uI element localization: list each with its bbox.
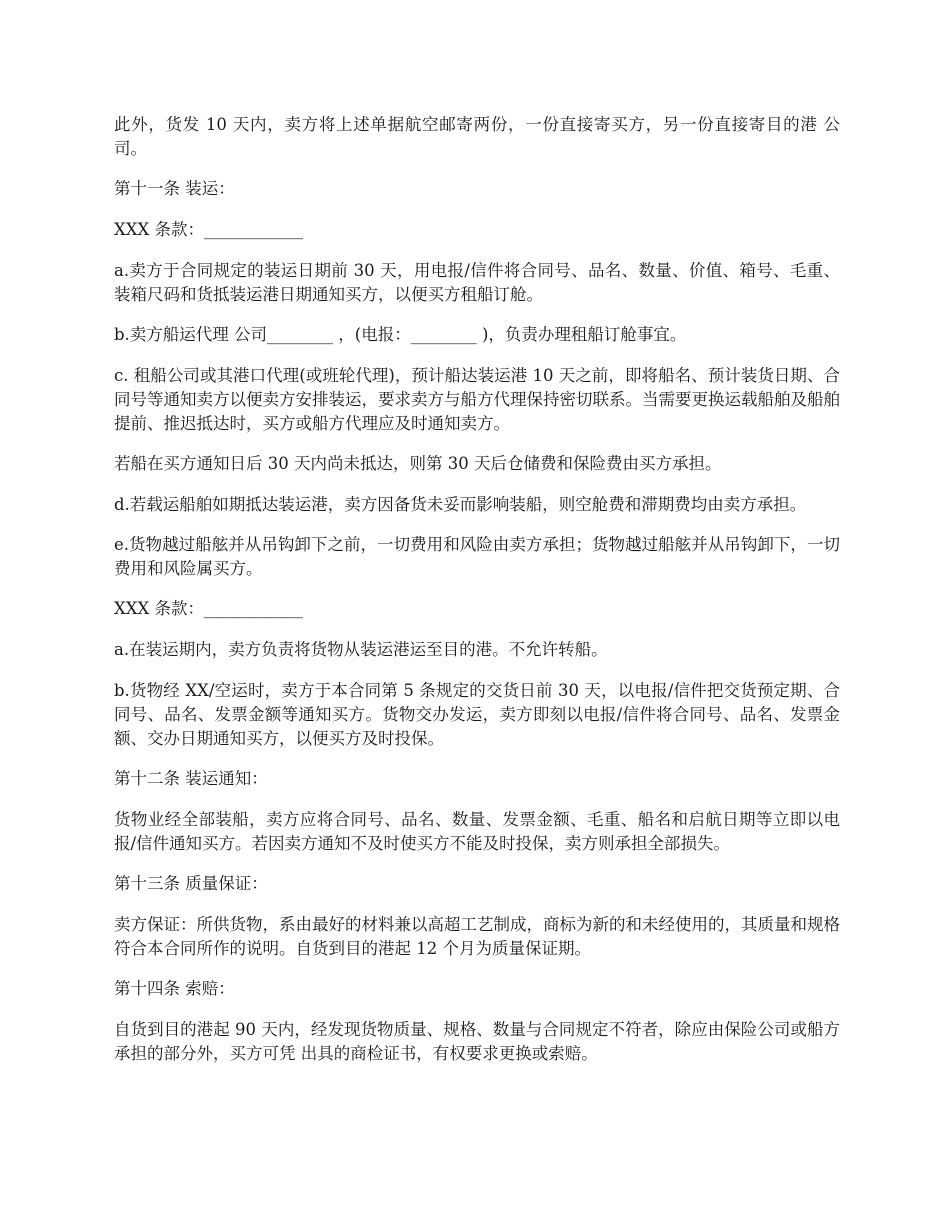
clause-xxx-terms-2: XXX 条款：____________ <box>114 599 303 618</box>
paragraph-mailing-documents: 此外，货发 10 天内，卖方将上述单据航空邮寄两份，一份直接寄买方，另一份直接寄目的港 公司。 <box>114 115 840 158</box>
heading-article-11-shipment: 第十一条 装运： <box>114 179 235 198</box>
heading-article-13-quality-guarantee: 第十三条 质量保证： <box>114 874 268 893</box>
paragraph-12-body: 货物业经全部装船，卖方应将合同号、品名、数量、发票金额、毛重、船名和启航日期等立即以电报/信件通知买方。若因卖方通知不及时使买方不能及时投保，卖方则承担全部损失。 <box>114 810 840 853</box>
heading-article-12-shipping-notice: 第十二条 装运通知： <box>114 769 268 788</box>
paragraph-11-a: a.卖方于合同规定的装运日期前 30 天，用电报/信件将合同号、品名、数量、价值、箱号、毛重、装箱尺码和货抵装运港日期通知买方，以便买方租船订舱。 <box>114 261 840 304</box>
paragraph-11-b: b.卖方船运代理 公司________ ，(电报：________ )，负责办理租船订舱事宜。 <box>114 325 687 344</box>
paragraph-11-c: c. 租船公司或其港口代理(或班轮代理)，预计船达装运港 10 天之前，即将船名、预计装货日期、合同号等通知卖方以便卖方安排装运，要求卖方与船方代理保持密切联系。当需要更换运载船舶及船舶提前、推迟抵达时，买方或船方代理应及时通知卖方。 <box>114 366 840 433</box>
paragraph-ship-delay: 若船在买方通知日后 30 天内尚未抵达，则第 30 天后仓储费和保险费由买方承担。 <box>114 454 722 473</box>
clause-xxx-terms-1: XXX 条款：____________ <box>114 220 303 239</box>
document-page <box>114 113 840 1082</box>
paragraph-11-d: d.若载运船舶如期抵达装运港，卖方因备货未妥而影响装船，则空舱费和滞期费均由卖方承担。 <box>114 495 807 514</box>
heading-article-14-claims: 第十四条 索赔： <box>114 979 235 998</box>
paragraph-14-body: 自货到目的港起 90 天内，经发现货物质量、规格、数量与合同规定不符者，除应由保险公司或船方承担的部分外，买方可凭 出具的商检证书，有权要求更换或索赔。 <box>114 1020 840 1063</box>
paragraph-11-e: e.货物越过船舷并从吊钩卸下之前，一切费用和风险由卖方承担；货物越过船舷并从吊钩卸下，一切费用和风险属买方。 <box>114 535 840 578</box>
paragraph-11-b-2: b.货物经 XX/空运时，卖方于本合同第 5 条规定的交货日前 30 天，以电报/信件把交货预定期、合同号、品名、发票金额等通知买方。货物交办发运，卖方即刻以电报/信件将合同号、品名、发票金额、交办日期通知买方，以便买方及时投保。 <box>114 681 840 748</box>
paragraph-13-body: 卖方保证：所供货物，系由最好的材料兼以高超工艺制成，商标为新的和未经使用的，其质量和规格符合本合同所作的说明。自货到目的港起 12 个月为质量保证期。 <box>114 915 840 958</box>
paragraph-11-a-2: a.在装运期内，卖方负责将货物从装运港运至目的港。不允许转船。 <box>114 640 608 659</box>
